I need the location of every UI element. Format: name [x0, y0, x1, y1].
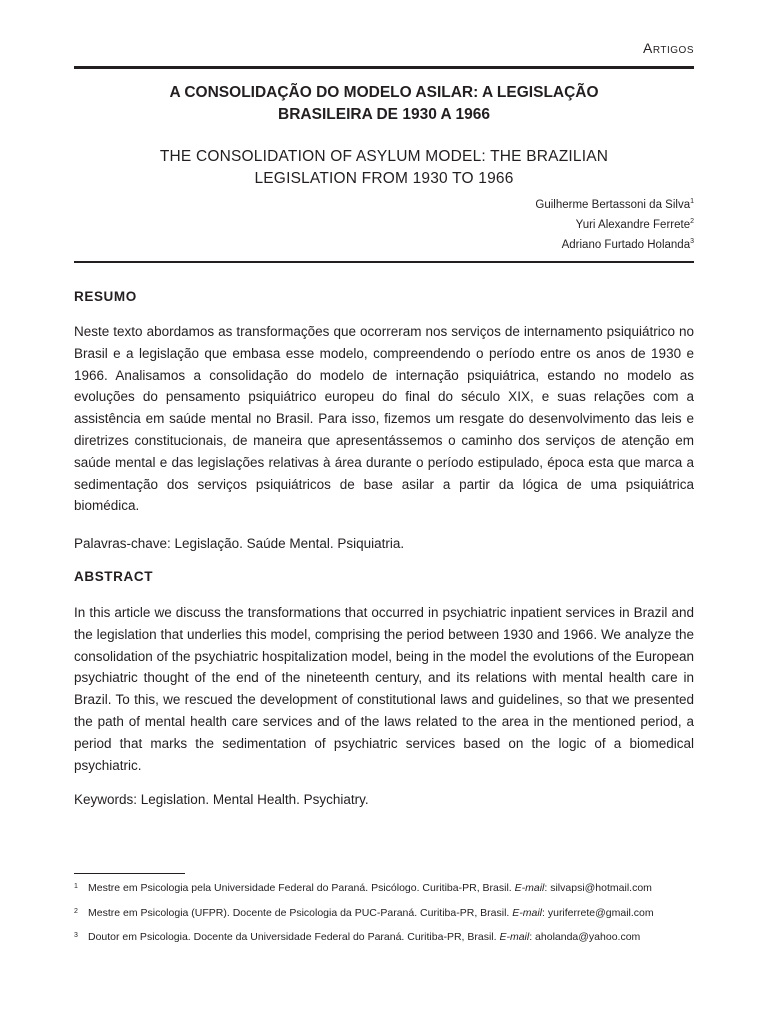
footnote-rule	[74, 873, 185, 874]
title-portuguese	[74, 82, 694, 126]
footnote-number: 2	[74, 907, 78, 915]
footnotes	[74, 880, 694, 954]
abstract-heading: ABSTRACT	[74, 569, 154, 584]
title-english-line: THE CONSOLIDATION OF ASYLUM MODEL: THE BRAZILIAN	[159, 148, 609, 165]
footnote-email: : silvapsi@hotmail.com	[544, 882, 652, 894]
footnote-text: Mestre em Psicologia pela Universidade Federal do Paraná. Psicólogo. Curitiba-PR, Brasil.	[88, 882, 515, 894]
author-ref: 1	[690, 198, 694, 206]
footnote	[74, 905, 694, 930]
author	[535, 215, 694, 235]
resumo-keywords: Palavras-chave: Legislação. Saúde Mental. Psiquiatria.	[74, 536, 405, 551]
footnote-number: 1	[74, 883, 78, 890]
author-name: Guilherme Bertassoni da Silva	[535, 199, 691, 211]
author-name: Yuri Alexandre Ferrete	[575, 219, 691, 231]
title-portuguese-line: A CONSOLIDAÇÃO DO MODELO ASILAR: A LEGISLAÇÃO	[169, 84, 599, 101]
title-english-line: LEGISLATION FROM 1930 TO 1966	[254, 170, 514, 187]
footnote-email-label: E-mail	[499, 931, 530, 943]
footnote-email: : aholanda@yahoo.com	[529, 931, 641, 943]
author-ref: 3	[690, 238, 694, 246]
author-list	[535, 195, 694, 255]
resumo-heading: RESUMO	[74, 289, 137, 304]
title-portuguese-line: BRASILEIRA DE 1930 A 1966	[278, 106, 490, 123]
header-rule	[74, 66, 694, 69]
footnote-email-label: E-mail	[514, 882, 545, 894]
footnote-email-label: E-mail	[512, 906, 543, 919]
footnote-text: Mestre em Psicologia (UFPR). Docente de Psicologia da PUC-Paraná. Curitiba-PR, Brasil.	[88, 906, 513, 919]
footnote-email: : yuriferrete@gmail.com	[542, 906, 654, 919]
author	[535, 195, 694, 215]
footnote	[74, 880, 694, 905]
footnote-text: Doutor em Psicologia. Docente da Universidade Federal do Paraná. Curitiba-PR, Brasil.	[88, 931, 500, 943]
author-name: Adriano Furtado Holanda	[561, 239, 691, 251]
footnote-number: 3	[74, 932, 78, 939]
title-rule	[74, 261, 694, 263]
section-label: Artigos	[643, 40, 694, 56]
author-ref: 2	[690, 218, 694, 226]
abstract-text: In this article we discuss the transformations that occurred in psychiatric inpatient services in Brazil and the legislation that underlies this model, comprising the period between 1930 and 1966. We analyze the consolidation of the psychiatric hospitalization model, being in the model the evolutions of the European psychiatric thought of the end of the nineteenth century, and its relations with mental health care in Brazil. To this, we rescued the development of constitutional laws and guidelines, so that we presented the path of mental health care services and of the laws related to the area in the mentioned period, a period that marks the sedimentation of psychiatric services based on the logic of a biomedical psychiatric.	[74, 605, 694, 773]
footnote	[74, 929, 694, 954]
author	[535, 235, 694, 255]
abstract-keywords: Keywords: Legislation. Mental Health. Psychiatry.	[74, 792, 369, 807]
resumo-text: Neste texto abordamos as transformações que ocorreram nos serviços de internamento psiquiátrico no Brasil e a legislação que embasa esse modelo, compreendendo o período entre os anos de 1930 e 1966. Analisamos a consolidação do modelo de internação psiquiátrica, estando no modelo as evoluções do pensamento psiquiátrico europeu do final do século XIX, e suas relações com a assistência em saúde mental no Brasil. Para isso, fizemos um resgate do desenvolvimento das leis e diretrizes constitucionais, de maneira que apresentássemos o caminho dos serviços de atenção em saúde mental e das legislações relativas à área durante o período estipulado, época esta que marca a sedimentação dos serviços psiquiátricos de base asilar a partir da lógica de uma psiquiátrica biomédica.	[74, 324, 694, 514]
title-english	[74, 146, 694, 190]
